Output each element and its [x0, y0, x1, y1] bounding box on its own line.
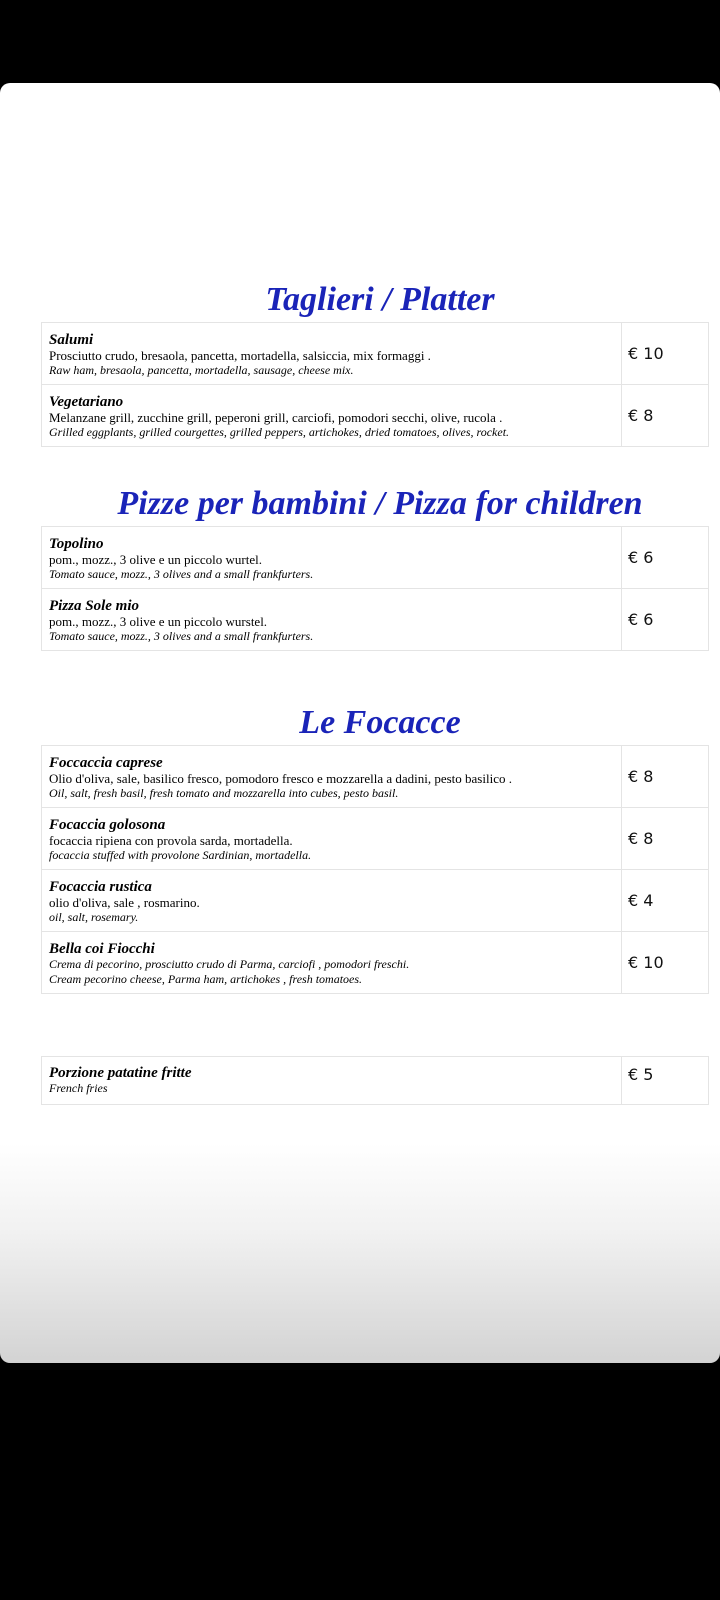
item-price: € 4 — [622, 870, 709, 932]
focacce-table — [41, 745, 709, 994]
item-price: € 8 — [622, 808, 709, 870]
section-title-focacce: Le Focacce — [299, 704, 461, 741]
item-name: Foccaccia caprese — [49, 754, 163, 771]
item-description-en: Raw ham, bresaola, pancetta, mortadella, sausage, cheese mix. — [49, 362, 354, 377]
menu-item-vegetariano — [42, 385, 709, 447]
menu-item-bella-coi-fiocchi — [42, 932, 709, 994]
menu-item-topolino — [42, 527, 709, 589]
item-name: Focaccia rustica — [49, 878, 152, 895]
menu-item-focaccia-golosona — [42, 808, 709, 870]
item-price: € 8 — [622, 746, 709, 808]
item-description-en: focaccia stuffed with provolone Sardinian, mortadella. — [49, 847, 312, 862]
item-description-it: Prosciutto crudo, bresaola, pancetta, mortadella, salsiccia, mix formaggi . — [49, 347, 431, 363]
item-name: Topolino — [49, 535, 104, 552]
item-price: € 10 — [622, 932, 709, 994]
item-description-en: Oil, salt, fresh basil, fresh tomato and mozzarella into cubes, pesto basil. — [49, 785, 399, 800]
item-description-it: Melanzane grill, zucchine grill, peperoni grill, carciofi, pomodori secchi, olive, rucola . — [49, 409, 503, 425]
menu-item-pizza-sole-mio — [42, 589, 709, 651]
item-name: Vegetariano — [49, 393, 124, 410]
item-price: € 5 — [622, 1057, 709, 1105]
item-description-it: focaccia ripiena con provola sarda, mortadella. — [49, 832, 293, 848]
item-description-it: Olio d'oliva, sale, basilico fresco, pomodoro fresco e mozzarella a dadini, pesto basilico . — [49, 770, 512, 786]
item-price: € 10 — [622, 323, 709, 385]
item-description-en: Cream pecorino cheese, Parma ham, artichokes , fresh tomatoes. — [49, 971, 363, 986]
item-description-en: Tomato sauce, mozz., 3 olives and a small frankfurters. — [49, 566, 314, 581]
platter-table — [41, 322, 709, 447]
item-description-it: olio d'oliva, sale , rosmarino. — [49, 894, 200, 910]
item-description-it: Crema di pecorino, prosciutto crudo di Parma, carciofi , pomodori freschi. — [49, 956, 410, 971]
item-description-en: oil, salt, rosemary. — [49, 909, 139, 924]
item-name: Focaccia golosona — [49, 816, 166, 833]
item-description-en: Tomato sauce, mozz., 3 olives and a small frankfurters. — [49, 628, 314, 643]
item-price: € 6 — [622, 589, 709, 651]
item-description-en: French fries — [49, 1081, 108, 1095]
item-description-en: Grilled eggplants, grilled courgettes, grilled peppers, artichokes, dried tomatoes, olives, rocket. — [49, 424, 510, 439]
section-title-platter: Taglieri / Platter — [265, 281, 495, 318]
item-name: Porzione patatine fritte — [49, 1065, 192, 1081]
menu-item-foccaccia-caprese — [42, 746, 709, 808]
menu-item-patatine-fritte — [42, 1057, 709, 1105]
menu-page — [0, 83, 720, 1363]
item-price: € 8 — [622, 385, 709, 447]
item-description-it: pom., mozz., 3 olive e un piccolo wurstel. — [49, 613, 268, 629]
item-name: Salumi — [49, 331, 94, 348]
children-pizza-table — [41, 526, 709, 651]
menu-item-focaccia-rustica — [42, 870, 709, 932]
item-name: Pizza Sole mio — [49, 597, 140, 614]
item-name: Bella coi Fiocchi — [49, 940, 155, 957]
item-price: € 6 — [622, 527, 709, 589]
sides-table — [41, 1056, 709, 1105]
section-title-children-pizza: Pizze per bambini / Pizza for children — [117, 485, 643, 522]
menu-item-salumi — [42, 323, 709, 385]
item-description-it: pom., mozz., 3 olive e un piccolo wurtel. — [49, 551, 263, 567]
